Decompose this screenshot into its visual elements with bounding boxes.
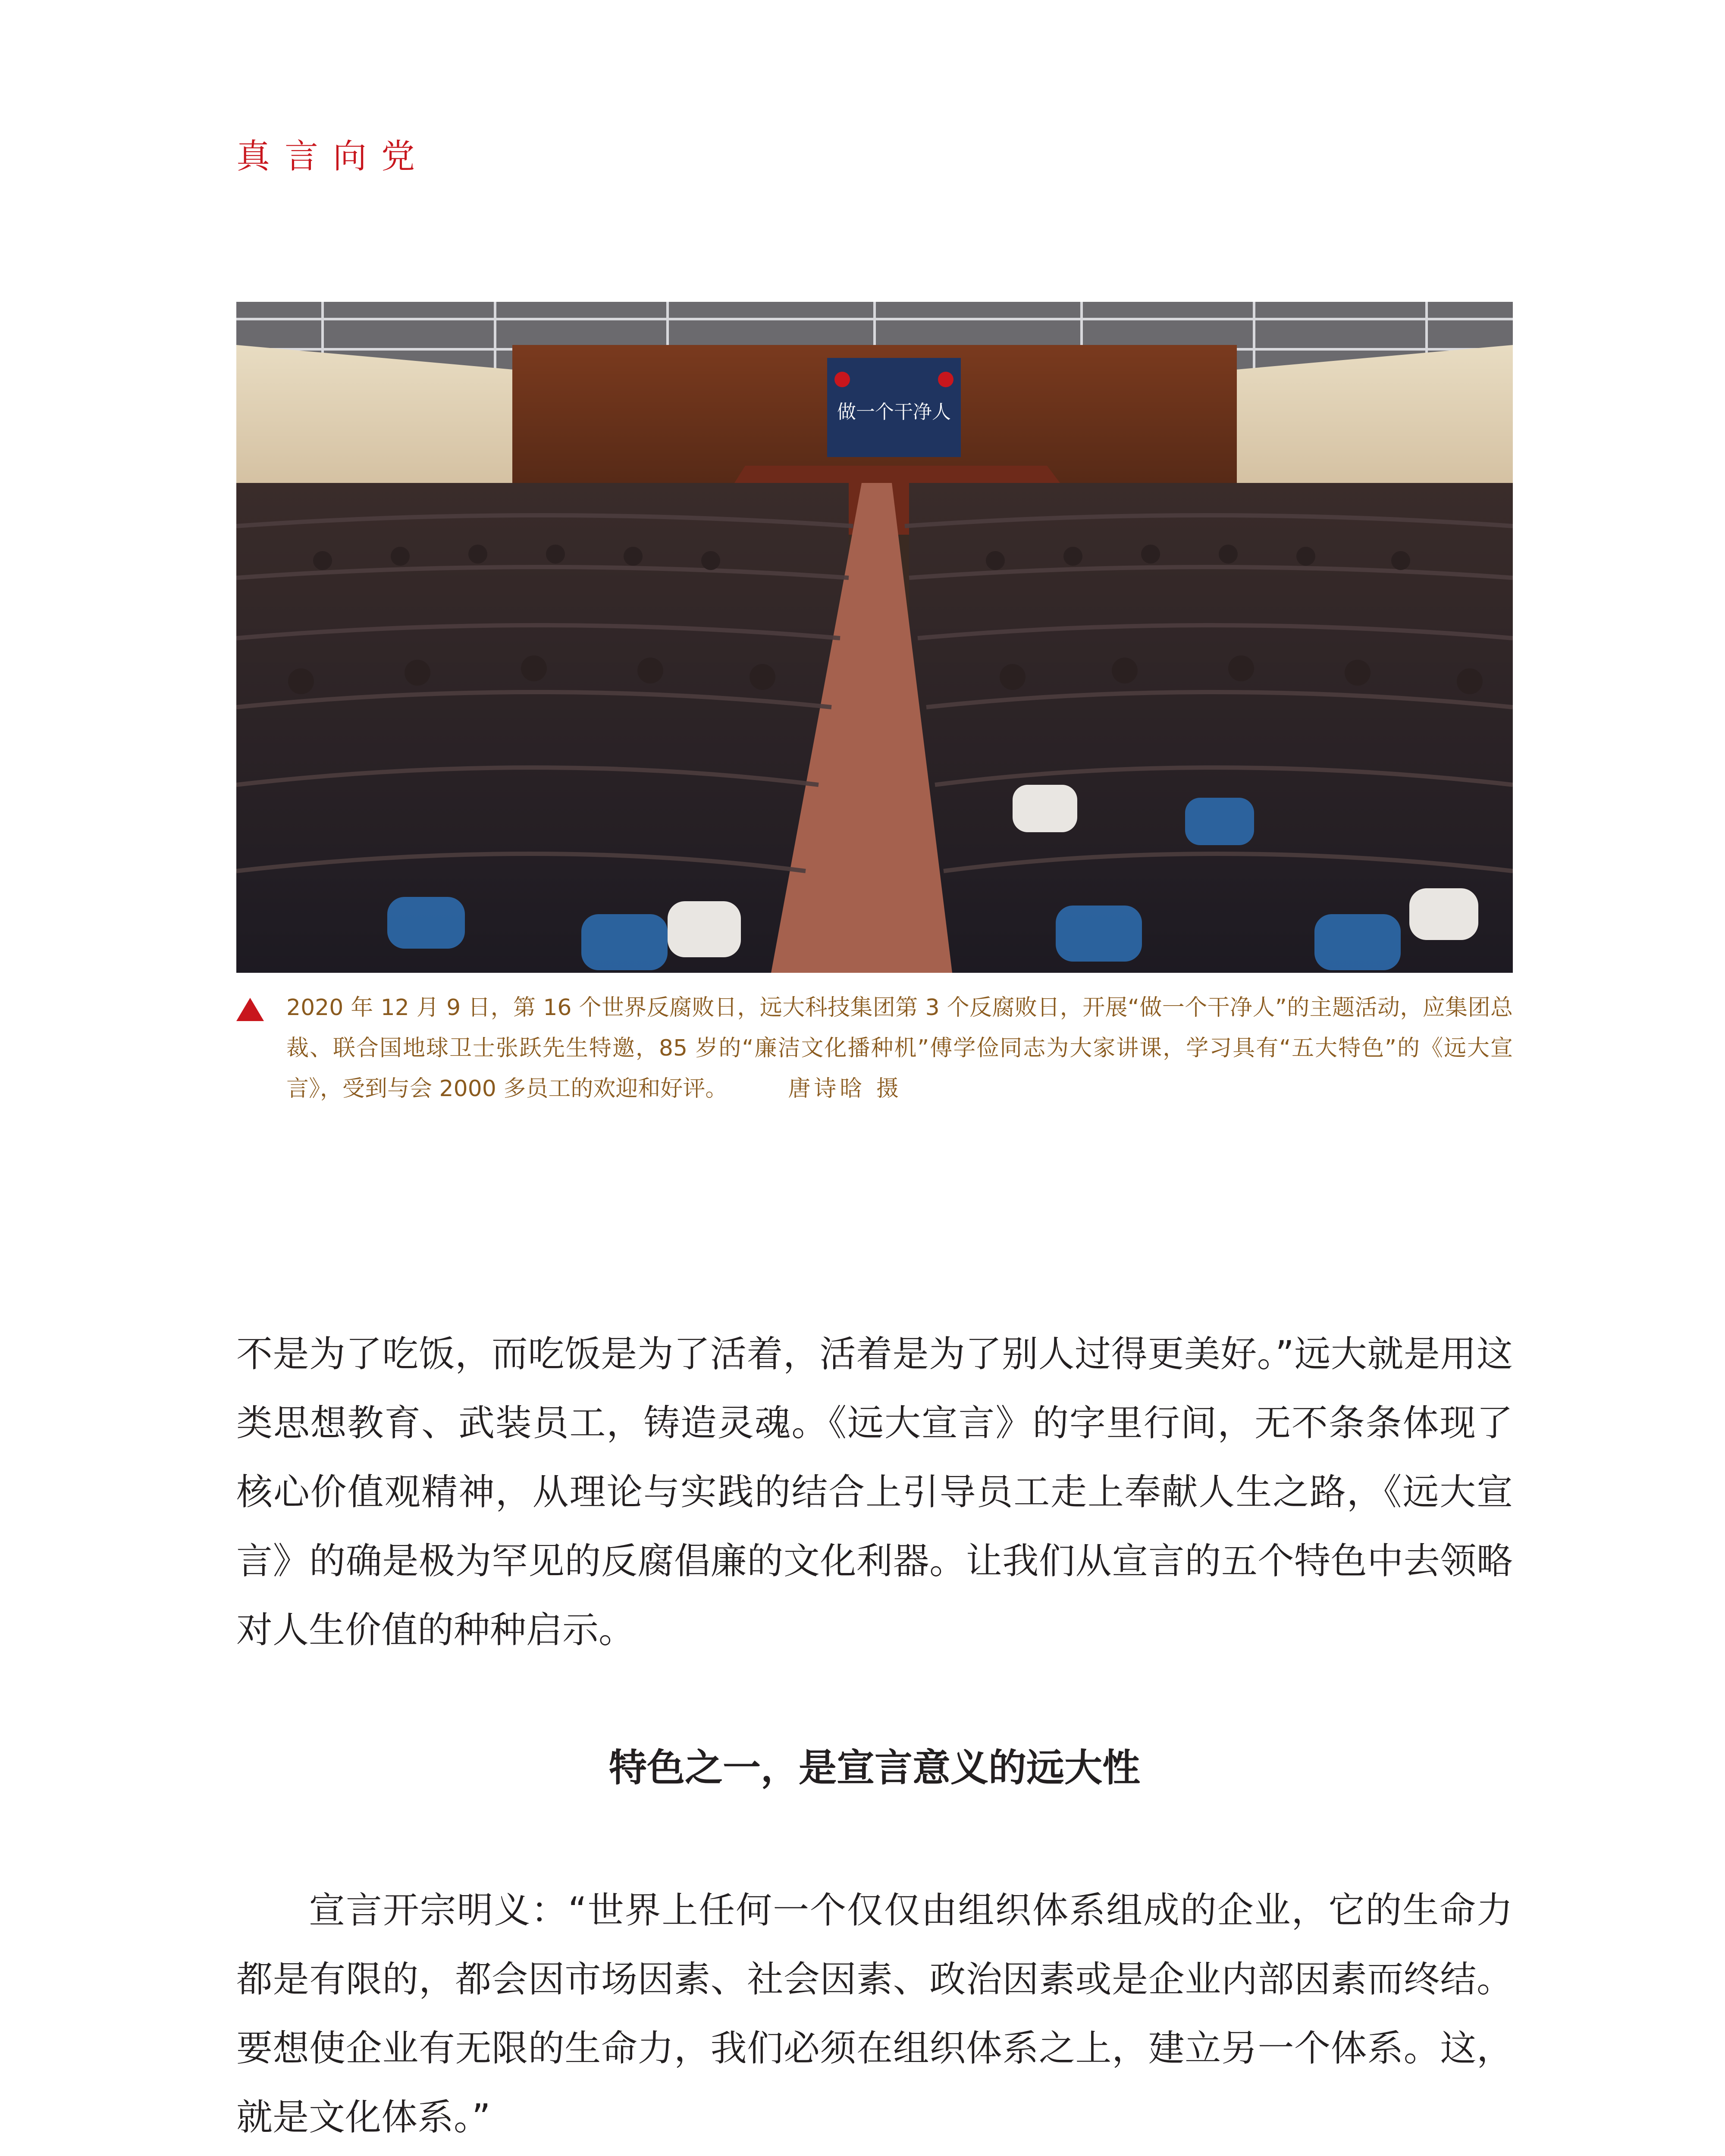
auditorium-photo: [236, 302, 1513, 973]
running-head: 真言向党: [236, 137, 430, 176]
auditorium-illustration: [236, 302, 1513, 973]
photo-caption: [236, 987, 1513, 1109]
paragraph: 宣言开宗明义：“世界上任何一个仅仅由组织体系组成的企业，它的生命力都是有限的，都会因市场因素、社会因素、政治因素或是企业内部因素而终结。要想使企业有无限的生命力，我们必须在组织体系之上，建立另一个体系。这，就是文化体系。”: [236, 1889, 1513, 2138]
caption-triangle-icon: [236, 998, 264, 1021]
body-text-bottom: [236, 1876, 1513, 2156]
section-title: 特色之一，是宣言意义的远大性: [608, 1745, 1140, 1790]
photo-credit: 唐诗晗 摄: [788, 1076, 902, 1102]
paragraph: 不是为了吃饭，而吃饭是为了活着，活着是为了别人过得更美好。”远大就是用这类思想教育、武装员工，铸造灵魂。《远大宣言》的字里行间，无不条条体现了核心价值观精神，从理论与实践的结合上引导员工走上奉献人生之路，《远大宣言》的确是极为罕见的反腐倡廉的文化利器。让我们从宣言的五个特色中去领略对人生价值的种种启示。: [236, 1333, 1513, 1651]
caption-text: 2020 年 12 月 9 日，第 16 个世界反腐败日，远大科技集团第 3 个反腐败日，开展“做一个干净人”的主题活动，应集团总裁、联合国地球卫士张跃先生特邀，85 岁的“廉洁文化播种机”傅学俭同志为大家讲课，学习具有“五大特色”的《远大宣言》，受到与会 2000 多员工的欢迎和好评。 唐诗晗 摄: [286, 995, 1513, 1102]
body-text-top: [236, 1319, 1513, 1664]
paragraph: [236, 2152, 1513, 2156]
screen-text: 做一个干净人: [837, 401, 951, 423]
